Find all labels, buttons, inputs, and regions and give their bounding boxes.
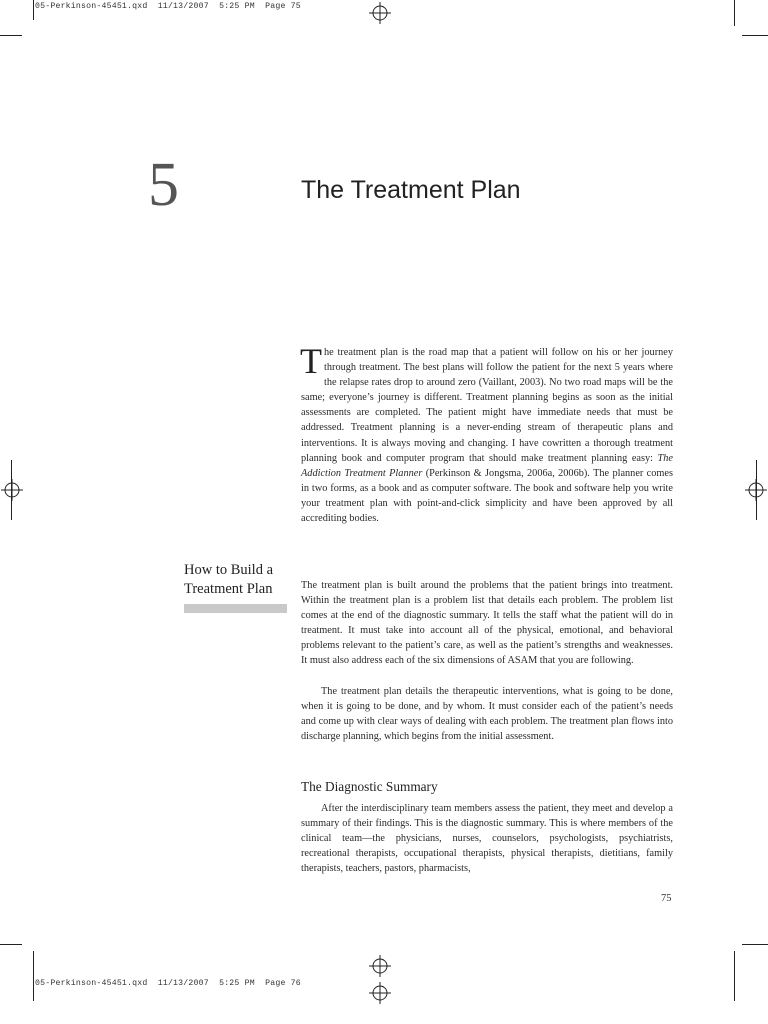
print-slug-bottom: 05-Perkinson-45451.qxd 11/13/2007 5:25 PM Page 76 [35,979,301,988]
crop-mark [734,951,735,1001]
registration-mark-icon [1,479,23,501]
registration-mark-icon [369,982,391,1004]
chapter-title: The Treatment Plan [301,176,521,204]
intro-text-end: (Perkinson & Jongsma, 2006a, 2006b). The planner comes in two forms, as a book and as computer software. The book and software help you write your treatment plan with point-and-click simplicity and have been approved by all accrediting bodies. [301,467,673,525]
registration-mark-icon [745,479,767,501]
print-slug-top: 05-Perkinson-45451.qxd 11/13/2007 5:25 PM Page 75 [35,2,301,11]
section-heading-how-to-build: How to Build a Treatment Plan [184,562,274,597]
crop-mark [33,951,34,1001]
section2-paragraph1: After the interdisciplinary team members assess the patient, they meet and develop a summary of their findings. This is the diagnostic summary. This is where members of the clinical team—the physicians, nurses, counselors, psychologists, psychiatrists, recreational therapists, occupational therapists, physical therapists, dietitians, family therapists, teachers, pastors, pharmacists, [301,803,673,875]
section-heading-diagnostic-summary: The Diagnostic Summary [301,779,438,794]
drop-cap: T [300,341,322,381]
registration-mark-icon [369,2,391,24]
intro-text: he treatment plan is the road map that a patient will follow on his or her journey through treatment. The best plans will follow the patient for the next 5 years where the relapse rates drop to around zero (Vaillant, 2003). No two road maps will be the same; everyone’s journey is different. Treatment planning begins as soon as the initial assessments are completed. The patient might have immediate needs that must be addressed. Treatment planning is a never-ending stream of therapeutic plans and interventions. It is always moving and changing. I have cowritten a thorough treatment planning book and computer program that should make treatment planning easy: [301,347,673,464]
section1-paragraph1: The treatment plan is built around the problems that the patient brings into treatment. Within the treatment plan is a problem list that details each problem. The problem list comes at the end of the diagnostic summary. It tells the staff what the patient will do in treatment. It must take into account all of the physical, emotional, and behavioral problems relevant to the patient’s care, as well as the patient’s strengths and weaknesses. It must also address each of the six dimensions of ASAM that you are following. [301,580,673,667]
crop-mark [734,0,735,26]
section1-paragraph2: The treatment plan details the therapeutic interventions, what is going to be done, when it is going to be done, and by whom. It must consider each of the patient’s needs and come up with clear ways of dealing with each problem. The treatment plan flows into discharge planning, which begins from the initial assessment. [301,686,673,743]
heading-rule [184,604,287,613]
crop-mark [0,944,22,945]
crop-mark [0,35,22,36]
crop-mark [33,0,34,20]
page-number: 75 [661,893,672,904]
registration-mark-icon [369,955,391,977]
intro-paragraph [300,341,673,526]
crop-mark [742,35,768,36]
book-title: The Addiction Treatment Planner [301,452,673,479]
chapter-number: 5 [148,151,179,219]
crop-mark [742,944,768,945]
